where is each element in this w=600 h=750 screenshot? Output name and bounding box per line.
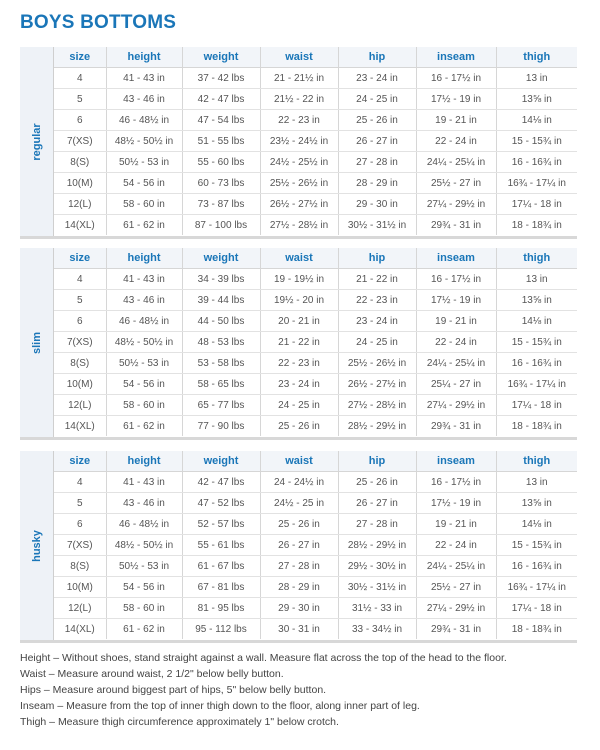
table-row: [54, 395, 577, 416]
table-row: [54, 68, 577, 89]
column-header: weight: [182, 248, 260, 269]
note-line: Height – Without shoes, stand straight against a wall. Measure flat across the top of the head to the floor.: [20, 652, 507, 664]
section-label: [20, 451, 54, 640]
table-cell-hip: 23 - 24 in: [338, 311, 416, 332]
table-cell-weight: 39 - 44 lbs: [182, 290, 260, 311]
column-header: thigh: [496, 47, 577, 68]
table-cell-inseam: 19 - 21 in: [416, 514, 496, 535]
column-header: inseam: [416, 47, 496, 68]
table-cell-inseam: 19 - 21 in: [416, 311, 496, 332]
table-cell-height: 41 - 43 in: [106, 68, 182, 89]
table-cell-weight: 34 - 39 lbs: [182, 269, 260, 290]
table-cell-size: 5: [54, 89, 106, 110]
table-cell-waist: 22 - 23 in: [260, 353, 338, 374]
table-cell-waist: 25 - 26 in: [260, 514, 338, 535]
table-cell-inseam: 24¼ - 25¼ in: [416, 353, 496, 374]
table-cell-thigh: 14⅛ in: [496, 514, 577, 535]
table-cell-weight: 53 - 58 lbs: [182, 353, 260, 374]
table-cell-thigh: 13⅝ in: [496, 89, 577, 110]
table-cell-thigh: 16¾ - 17¼ in: [496, 577, 577, 598]
column-header: hip: [338, 47, 416, 68]
table-cell-inseam: 16 - 17½ in: [416, 472, 496, 493]
table-cell-thigh: 17¼ - 18 in: [496, 194, 577, 215]
column-header: waist: [260, 47, 338, 68]
table-cell-height: 43 - 46 in: [106, 89, 182, 110]
table-cell-inseam: 24¼ - 25¼ in: [416, 556, 496, 577]
table-cell-height: 50½ - 53 in: [106, 152, 182, 173]
table-cell-size: 4: [54, 269, 106, 290]
section-label: [20, 248, 54, 437]
table-cell-thigh: 13⅝ in: [496, 493, 577, 514]
table-cell-size: 12(L): [54, 598, 106, 619]
table-cell-size: 8(S): [54, 152, 106, 173]
table-cell-weight: 42 - 47 lbs: [182, 472, 260, 493]
table-cell-waist: 25½ - 26½ in: [260, 173, 338, 194]
table-cell-hip: 30½ - 31½ in: [338, 577, 416, 598]
table-cell-weight: 60 - 73 lbs: [182, 173, 260, 194]
table-cell-thigh: 16¾ - 17¼ in: [496, 374, 577, 395]
table-row: [54, 215, 577, 236]
table-cell-waist: 21½ - 22 in: [260, 89, 338, 110]
table-cell-hip: 24 - 25 in: [338, 332, 416, 353]
table-cell-thigh: 13 in: [496, 68, 577, 89]
table-cell-height: 48½ - 50½ in: [106, 131, 182, 152]
table-cell-height: 58 - 60 in: [106, 598, 182, 619]
table-cell-weight: 44 - 50 lbs: [182, 311, 260, 332]
note-line: Inseam – Measure from the top of inner thigh down to the floor, along inner part of leg.: [20, 700, 420, 712]
table-row: [54, 269, 577, 290]
table-cell-weight: 87 - 100 lbs: [182, 215, 260, 236]
table-cell-weight: 52 - 57 lbs: [182, 514, 260, 535]
table-cell-inseam: 17½ - 19 in: [416, 493, 496, 514]
table-cell-waist: 29 - 30 in: [260, 598, 338, 619]
table-cell-hip: 27½ - 28½ in: [338, 395, 416, 416]
table-cell-inseam: 27¼ - 29½ in: [416, 395, 496, 416]
table-row: [54, 131, 577, 152]
table-cell-weight: 77 - 90 lbs: [182, 416, 260, 437]
table-cell-weight: 42 - 47 lbs: [182, 89, 260, 110]
table-cell-size: 14(XL): [54, 416, 106, 437]
section-label-text: slim: [30, 331, 43, 354]
table-cell-weight: 81 - 95 lbs: [182, 598, 260, 619]
table-cell-inseam: 25½ - 27 in: [416, 173, 496, 194]
table-cell-weight: 37 - 42 lbs: [182, 68, 260, 89]
table-cell-hip: 28 - 29 in: [338, 173, 416, 194]
table-cell-size: 8(S): [54, 556, 106, 577]
column-header: height: [106, 248, 182, 269]
table-cell-waist: 20 - 21 in: [260, 311, 338, 332]
table-cell-weight: 47 - 52 lbs: [182, 493, 260, 514]
column-header: hip: [338, 248, 416, 269]
section-label-text: regular: [30, 122, 43, 161]
table-cell-hip: 26½ - 27½ in: [338, 374, 416, 395]
column-header: hip: [338, 451, 416, 472]
table-cell-inseam: 29¾ - 31 in: [416, 416, 496, 437]
table-cell-thigh: 16 - 16¾ in: [496, 152, 577, 173]
table-cell-waist: 21 - 22 in: [260, 332, 338, 353]
table-cell-height: 43 - 46 in: [106, 493, 182, 514]
table-row: [54, 472, 577, 493]
table-cell-inseam: 25½ - 27 in: [416, 577, 496, 598]
table-cell-waist: 23 - 24 in: [260, 374, 338, 395]
table-cell-thigh: 14⅛ in: [496, 311, 577, 332]
table-cell-thigh: 18 - 18¾ in: [511, 420, 562, 432]
table-cell-weight: 48 - 53 lbs: [182, 332, 260, 353]
table-cell-inseam: 16 - 17½ in: [416, 269, 496, 290]
table-cell-height: 41 - 43 in: [106, 269, 182, 290]
table-cell-waist: 24½ - 25 in: [260, 493, 338, 514]
table-cell-size: 6: [54, 514, 106, 535]
table-cell-size: 14(XL): [54, 619, 106, 640]
note-line: Thigh – Measure thigh circumference approximately 1" below crotch.: [20, 716, 339, 728]
table-row: [54, 353, 577, 374]
table-row: [54, 514, 577, 535]
column-header: thigh: [496, 451, 577, 472]
table-cell-thigh: 13 in: [496, 269, 577, 290]
table-cell-hip: 28½ - 29½ in: [338, 416, 416, 437]
table-cell-waist: 24 - 25 in: [260, 395, 338, 416]
page-title: BOYS BOTTOMS: [20, 12, 177, 33]
table-row: [54, 374, 577, 395]
table-cell-inseam: 22 - 24 in: [416, 332, 496, 353]
table-cell-size: 6: [54, 311, 106, 332]
size-table: [54, 451, 577, 639]
table-cell-hip: 27 - 28 in: [338, 514, 416, 535]
table-cell-size: 8(S): [54, 353, 106, 374]
section-label: [20, 47, 54, 236]
table-cell-inseam: 29¾ - 31 in: [416, 215, 496, 236]
column-header: waist: [260, 248, 338, 269]
table-cell-height: 46 - 48½ in: [106, 514, 182, 535]
size-table: [54, 248, 577, 436]
table-cell-waist: 26 - 27 in: [260, 535, 338, 556]
table-cell-thigh: 15 - 15¾ in: [496, 535, 577, 556]
column-header: size: [54, 47, 106, 68]
table-cell-height: 48½ - 50½ in: [106, 332, 182, 353]
table-cell-hip: 25 - 26 in: [338, 110, 416, 131]
table-cell-weight: 73 - 87 lbs: [182, 194, 260, 215]
table-cell-hip: 26 - 27 in: [338, 131, 416, 152]
table-row: [54, 493, 577, 514]
table-cell-thigh: 16 - 16¾ in: [496, 353, 577, 374]
column-header: size: [54, 248, 106, 269]
table-cell-weight: 58 - 65 lbs: [182, 374, 260, 395]
table-row: [54, 556, 577, 577]
size-section-0: [20, 47, 577, 239]
table-cell-height: 61 - 62 in: [106, 416, 182, 437]
table-row: [54, 290, 577, 311]
table-row: [54, 416, 577, 437]
table-cell-size: 7(XS): [54, 332, 106, 353]
table-cell-hip: 29½ - 30½ in: [338, 556, 416, 577]
table-cell-waist: 22 - 23 in: [260, 110, 338, 131]
table-cell-height: 54 - 56 in: [106, 374, 182, 395]
table-cell-inseam: 24¼ - 25¼ in: [416, 152, 496, 173]
table-cell-waist: 24 - 24½ in: [260, 472, 338, 493]
table-cell-weight: 67 - 81 lbs: [182, 577, 260, 598]
table-cell-size: 5: [54, 290, 106, 311]
table-cell-weight: 47 - 54 lbs: [182, 110, 260, 131]
table-row: [54, 152, 577, 173]
table-row: [54, 332, 577, 353]
table-cell-hip: 27 - 28 in: [338, 152, 416, 173]
table-row: [54, 577, 577, 598]
table-cell-hip: 24 - 25 in: [338, 89, 416, 110]
table-cell-waist: 27 - 28 in: [260, 556, 338, 577]
table-cell-hip: 30½ - 31½ in: [338, 215, 416, 236]
table-cell-size: 4: [54, 68, 106, 89]
table-cell-hip: 26 - 27 in: [338, 493, 416, 514]
table-cell-weight: 65 - 77 lbs: [182, 395, 260, 416]
column-header: inseam: [416, 451, 496, 472]
table-cell-size: 6: [54, 110, 106, 131]
section-label-text: husky: [30, 529, 43, 562]
table-cell-weight: 51 - 55 lbs: [182, 131, 260, 152]
table-cell-hip: 22 - 23 in: [338, 290, 416, 311]
table-cell-waist: 27½ - 28½ in: [260, 215, 338, 236]
table-cell-waist: 19 - 19½ in: [260, 269, 338, 290]
table-cell-height: 54 - 56 in: [106, 577, 182, 598]
table-cell-size: 12(L): [54, 194, 106, 215]
table-cell-height: 48½ - 50½ in: [106, 535, 182, 556]
table-row: [54, 598, 577, 619]
table-cell-thigh: 16 - 16¾ in: [496, 556, 577, 577]
table-cell-waist: 26½ - 27½ in: [260, 194, 338, 215]
table-cell-inseam: 27¼ - 29½ in: [416, 194, 496, 215]
table-cell-thigh: 17¼ - 18 in: [496, 395, 577, 416]
table-cell-waist: 30 - 31 in: [260, 619, 338, 640]
table-cell-waist: 21 - 21½ in: [260, 68, 338, 89]
table-cell-thigh: 17¼ - 18 in: [496, 598, 577, 619]
table-row: [54, 619, 577, 640]
column-header: weight: [182, 47, 260, 68]
table-row: [54, 194, 577, 215]
table-cell-hip: 28½ - 29½ in: [338, 535, 416, 556]
table-cell-hip: 29 - 30 in: [338, 194, 416, 215]
table-cell-thigh: 16¾ - 17¼ in: [496, 173, 577, 194]
column-header: height: [106, 47, 182, 68]
table-cell-height: 54 - 56 in: [106, 173, 182, 194]
table-cell-waist: 19½ - 20 in: [260, 290, 338, 311]
table-row: [54, 89, 577, 110]
table-cell-weight: 95 - 112 lbs: [182, 619, 260, 640]
table-cell-inseam: 16 - 17½ in: [416, 68, 496, 89]
table-cell-height: 43 - 46 in: [106, 290, 182, 311]
table-cell-inseam: 27¼ - 29½ in: [416, 598, 496, 619]
measurement-notes: [20, 650, 580, 730]
table-cell-inseam: 22 - 24 in: [416, 535, 496, 556]
size-table: [54, 47, 577, 235]
table-cell-weight: 55 - 61 lbs: [182, 535, 260, 556]
column-header: size: [54, 451, 106, 472]
table-row: [54, 311, 577, 332]
note-line: Waist – Measure around waist, 2 1/2" below belly button.: [20, 668, 284, 680]
table-cell-waist: 25 - 26 in: [260, 416, 338, 437]
table-cell-size: 10(M): [54, 577, 106, 598]
table-cell-height: 58 - 60 in: [106, 395, 182, 416]
column-header: waist: [260, 451, 338, 472]
table-cell-inseam: 17½ - 19 in: [416, 290, 496, 311]
table-cell-weight: 55 - 60 lbs: [182, 152, 260, 173]
table-header-row: [54, 47, 577, 68]
table-cell-size: 7(XS): [54, 535, 106, 556]
table-cell-waist: 23½ - 24½ in: [260, 131, 338, 152]
table-cell-inseam: 22 - 24 in: [416, 131, 496, 152]
note-line: Hips – Measure around biggest part of hips, 5" below belly button.: [20, 684, 327, 696]
table-cell-thigh: 18 - 18¾ in: [511, 623, 562, 635]
column-header: inseam: [416, 248, 496, 269]
table-cell-height: 46 - 48½ in: [106, 311, 182, 332]
table-cell-hip: 25½ - 26½ in: [338, 353, 416, 374]
table-cell-size: 10(M): [54, 173, 106, 194]
table-cell-hip: 31½ - 33 in: [338, 598, 416, 619]
table-cell-height: 50½ - 53 in: [106, 556, 182, 577]
table-cell-thigh: 13⅝ in: [496, 290, 577, 311]
table-cell-waist: 24½ - 25½ in: [260, 152, 338, 173]
table-row: [54, 110, 577, 131]
table-cell-height: 46 - 48½ in: [106, 110, 182, 131]
column-header: weight: [182, 451, 260, 472]
table-cell-hip: 21 - 22 in: [338, 269, 416, 290]
table-cell-size: 14(XL): [54, 215, 106, 236]
table-cell-weight: 61 - 67 lbs: [182, 556, 260, 577]
table-cell-height: 61 - 62 in: [106, 215, 182, 236]
table-cell-waist: 28 - 29 in: [260, 577, 338, 598]
table-cell-thigh: 13 in: [496, 472, 577, 493]
table-cell-inseam: 19 - 21 in: [416, 110, 496, 131]
column-header: height: [106, 451, 182, 472]
size-section-1: [20, 248, 577, 440]
table-cell-size: 4: [54, 472, 106, 493]
table-cell-hip: 25 - 26 in: [338, 472, 416, 493]
column-header: thigh: [496, 248, 577, 269]
table-cell-height: 41 - 43 in: [106, 472, 182, 493]
table-cell-size: 7(XS): [54, 131, 106, 152]
table-cell-height: 50½ - 53 in: [106, 353, 182, 374]
table-cell-thigh: 15 - 15¾ in: [496, 332, 577, 353]
table-cell-size: 5: [54, 493, 106, 514]
table-cell-inseam: 25¼ - 27 in: [416, 374, 496, 395]
table-row: [54, 535, 577, 556]
table-cell-inseam: 17½ - 19 in: [416, 89, 496, 110]
table-cell-thigh: 18 - 18¾ in: [511, 219, 562, 231]
table-header-row: [54, 248, 577, 269]
table-header-row: [54, 451, 577, 472]
table-cell-thigh: 15 - 15¾ in: [496, 131, 577, 152]
table-cell-thigh: 14⅛ in: [496, 110, 577, 131]
table-cell-size: 10(M): [54, 374, 106, 395]
size-section-2: [20, 451, 577, 643]
table-cell-inseam: 29¾ - 31 in: [416, 619, 496, 640]
table-cell-size: 12(L): [54, 395, 106, 416]
table-cell-hip: 33 - 34½ in: [338, 619, 416, 640]
table-cell-hip: 23 - 24 in: [338, 68, 416, 89]
table-row: [54, 173, 577, 194]
table-cell-height: 61 - 62 in: [106, 619, 182, 640]
table-cell-height: 58 - 60 in: [106, 194, 182, 215]
